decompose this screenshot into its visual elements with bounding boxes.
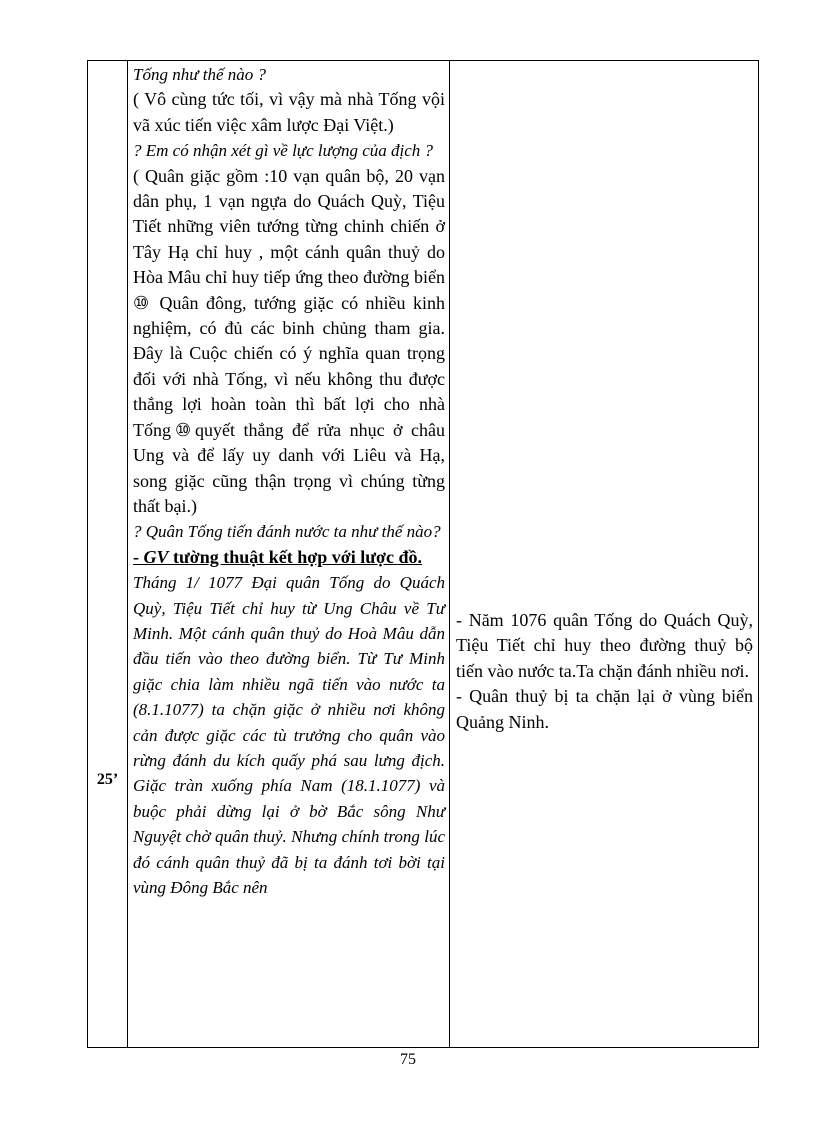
column-divider (127, 61, 128, 1047)
lesson-table (87, 60, 759, 1048)
content-column (456, 608, 753, 735)
content-paragraph: - Năm 1076 quân Tống do Quách Quỳ, Tiệu Tiết chỉ huy theo đường thuỷ bộ tiến vào nước ta.Ta chặn đánh nhiều nơi. (456, 610, 753, 681)
question-paragraph: ? Quân Tống tiến đánh nước ta như thế nào? (133, 522, 441, 542)
teacher-student-activity-column (133, 62, 445, 900)
answer-paragraph: ( Quân giặc gồm :10 vạn quân bộ, 20 vạn dân phụ, 1 vạn ngựa do Quách Quỳ, Tiệu Tiết những viên tướng từng chinh chiến ở Tây Hạ chỉ huy , một cánh quân thuỷ do Hòa Mâu chỉ huy tiếp ứng theo đường biển ⑩ Quân đông, tướng giặc có nhiều kinh nghiệm, có đủ các binh chủng tham gia. Đây là Cuộc chiến có ý nghĩa quan trọng đối với nhà Tống, vì nếu không thu được thắng lợi hoàn toàn thì bất lợi cho nhà Tống⑩quyết thắng để rửa nhục ở châu Ung và để lấy uy danh với Liêu và Hạ, song giặc cũng thận trọng vì chúng từng thất bại.) (133, 165, 445, 516)
answer-paragraph: ( Vô cùng tức tối, vì vậy mà nhà Tống vội vã xúc tiến việc xâm lược Đại Việt.) (133, 89, 445, 135)
content-paragraph: - Quân thuỷ bị ta chặn lại ở vùng biển Quảng Ninh. (456, 686, 753, 732)
question-paragraph: ? Em có nhận xét gì về lực lượng của địch ? (133, 141, 434, 161)
page-number: 75 (400, 1051, 416, 1068)
question-continuation: Tống như thế nào ? (133, 65, 266, 84)
column-divider (449, 61, 450, 1047)
narration-paragraph: Tháng 1/ 1077 Đại quân Tống do Quách Quỳ, Tiệu Tiết chỉ huy từ Ung Châu về Tư Minh. Một cánh quân thuỷ do Hoà Mâu dẫn đầu tiến vào theo đường biển. Từ Tư Minh giặc chia làm nhiều ngã tiến vào nước ta (8.1.1077) ta chặn giặc ở nhiều nơi không cản được giặc các tù trưởng cho quân vào rừng đánh du kích quấy phá sau lưng địch. Giặc tràn xuống phía Nam (18.1.1077) và buộc phải dừng lại ở bờ Bắc sông Như Nguyệt chờ quân thuỷ. Nhưng chính trong lúc đó cánh quân thuỷ đã bị ta đánh tơi bời tại vùng Đông Bắc nên (133, 573, 445, 897)
time-cell: 25’ (96, 771, 119, 788)
teacher-instruction: - GV tường thuật kết hợp với lược đồ. (133, 546, 423, 567)
